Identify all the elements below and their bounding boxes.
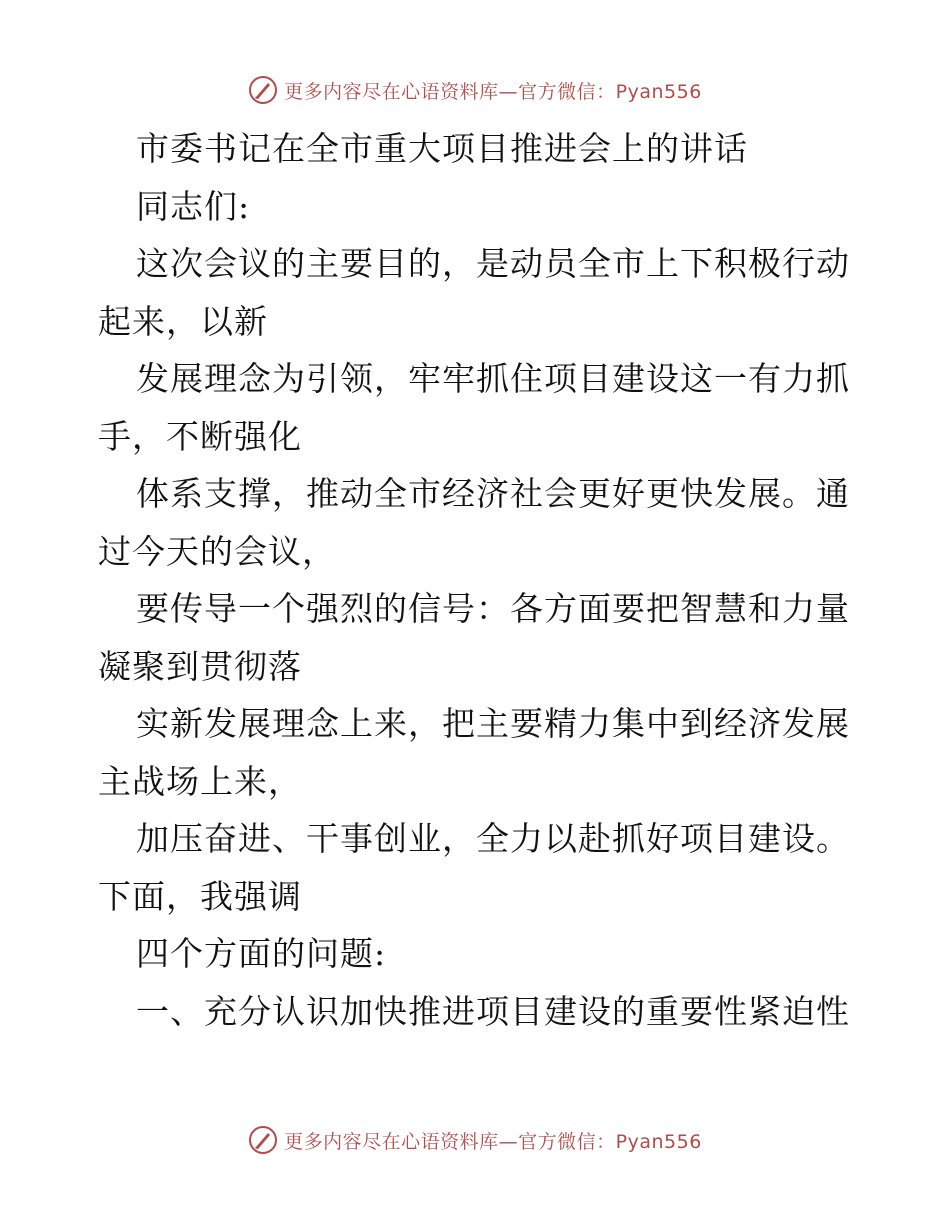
header-banner-text: 更多内容尽在心语资料库—官方微信：Pyan556 xyxy=(284,80,702,103)
paragraph-line: 四个方面的问题: xyxy=(136,934,387,973)
paragraph-line: 实新发展理念上来，把主要精力集中到经济发展 xyxy=(136,704,850,743)
salutation: 同志们: xyxy=(136,186,251,226)
paragraph-line: 加压奋进、干事创业，全力以赴抓好项目建设。 xyxy=(136,819,850,858)
paragraph-line: 下面，我强调 xyxy=(98,876,302,916)
paragraph-line: 过今天的会议， xyxy=(98,531,336,571)
paragraph-line: 起来，以新 xyxy=(98,301,268,341)
paragraph-line: 要传导一个强烈的信号：各方面要把智慧和力量 xyxy=(136,589,850,628)
header-banner xyxy=(0,70,950,110)
paragraph-line: 体系支撑，推动全市经济社会更好更快发展。通 xyxy=(136,474,850,513)
footer-banner-text: 更多内容尽在心语资料库—官方微信：Pyan556 xyxy=(284,1130,702,1153)
paragraph-line: 发展理念为引领，牢牢抓住项目建设这一有力抓 xyxy=(136,359,850,398)
quill-pen-logo-icon xyxy=(248,75,278,105)
paragraph-line: 这次会议的主要目的，是动员全市上下积极行动 xyxy=(136,244,850,283)
paragraph-line: 手，不断强化 xyxy=(98,416,302,456)
footer-banner xyxy=(0,1120,950,1160)
quill-pen-logo-icon xyxy=(248,1125,278,1155)
paragraph-line: 凝聚到贯彻落 xyxy=(98,646,302,686)
document-body xyxy=(98,120,858,1040)
paragraph-line: 主战场上来， xyxy=(98,761,302,801)
section-heading: 一、充分认识加快推进项目建设的重要性紧迫性 xyxy=(136,991,850,1031)
document-title: 市委书记在全市重大项目推进会上的讲话 xyxy=(136,129,748,168)
